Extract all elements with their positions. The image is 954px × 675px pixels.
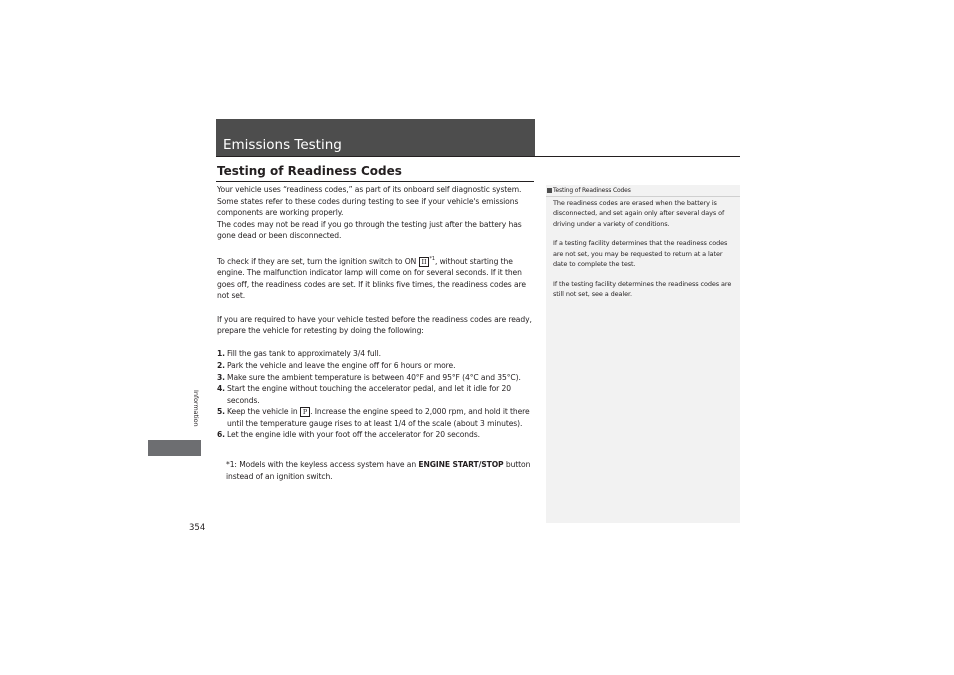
list-item: 5. Keep the vehicle in P . Increase the engine speed to 2,000 rpm, and hold it there until the temperature gauge rises to at least 1/4 of the scale (about 3 minutes).	[217, 407, 530, 428]
main-text-column	[217, 184, 535, 441]
footnote-reference: *1	[429, 255, 435, 262]
heading-underline	[216, 181, 534, 182]
section-title: Emissions Testing	[223, 137, 342, 153]
retest-steps-list	[217, 348, 535, 441]
section-divider	[216, 156, 740, 157]
intro-paragraph-1: Your vehicle uses “readiness codes,” as part of its onboard self diagnostic system. Some states refer to these codes during testing to see if your vehicle's emissions components are working properly.	[217, 185, 522, 218]
note-marker-icon	[547, 188, 552, 193]
thumb-tab-label: Information	[192, 390, 200, 427]
park-position-icon: P	[300, 407, 310, 417]
thumb-tab	[148, 440, 201, 456]
check-paragraph	[217, 254, 535, 302]
section-header-band	[216, 119, 535, 156]
list-item: 1. Fill the gas tank to approximately 3/4 full.	[217, 349, 381, 359]
intro-paragraph-2: The codes may not be read if you go through the testing just after the battery has gone dead or been disconnected.	[217, 219, 522, 241]
list-item: 4. Start the engine without touching the accelerator pedal, and let it idle for 20 seconds.	[217, 384, 511, 405]
footnote: *1: Models with the keyless access system have an ENGINE START/STOP button instead of an ignition switch.	[226, 460, 531, 481]
engine-start-stop-label: ENGINE START/STOP	[418, 460, 504, 469]
side-note-paragraph: If a testing facility determines that the readiness codes are not set, you may be requested to return at a later date to complete the test.	[553, 239, 728, 269]
side-note-title: Testing of Readiness Codes	[553, 187, 631, 194]
list-item: 3. Make sure the ambient temperature is between 40°F and 95°F (4°C and 35°C).	[217, 372, 521, 382]
ignition-on-key-icon: II	[419, 257, 430, 267]
side-note-paragraph: If the testing facility determines the readiness codes are still not set, see a dealer.	[553, 279, 732, 299]
side-note-panel	[546, 185, 740, 523]
list-item: 6. Let the engine idle with your foot off the accelerator for 20 seconds.	[217, 430, 480, 440]
check-text-after: , without starting the engine. The malfunction indicator lamp will come on for several seconds. If it then goes off, the readiness codes are set. If it blinks five times, the readiness codes are not set.	[217, 256, 526, 301]
list-item: 2. Park the vehicle and leave the engine off for 6 hours or more.	[217, 360, 456, 370]
side-note-header	[546, 185, 740, 197]
side-note-paragraph: The readiness codes are erased when the battery is disconnected, and set again only after several days of driving under a variety of conditions.	[553, 199, 725, 228]
page-number: 354	[189, 523, 206, 533]
side-note-body	[553, 198, 737, 309]
retest-intro-paragraph: If you are required to have your vehicle tested before the readiness codes are ready, prepare the vehicle for retesting by doing the following:	[217, 314, 532, 336]
check-text-before: To check if they are set, turn the ignition switch to ON	[217, 256, 419, 266]
subsection-heading: Testing of Readiness Codes	[217, 164, 402, 178]
